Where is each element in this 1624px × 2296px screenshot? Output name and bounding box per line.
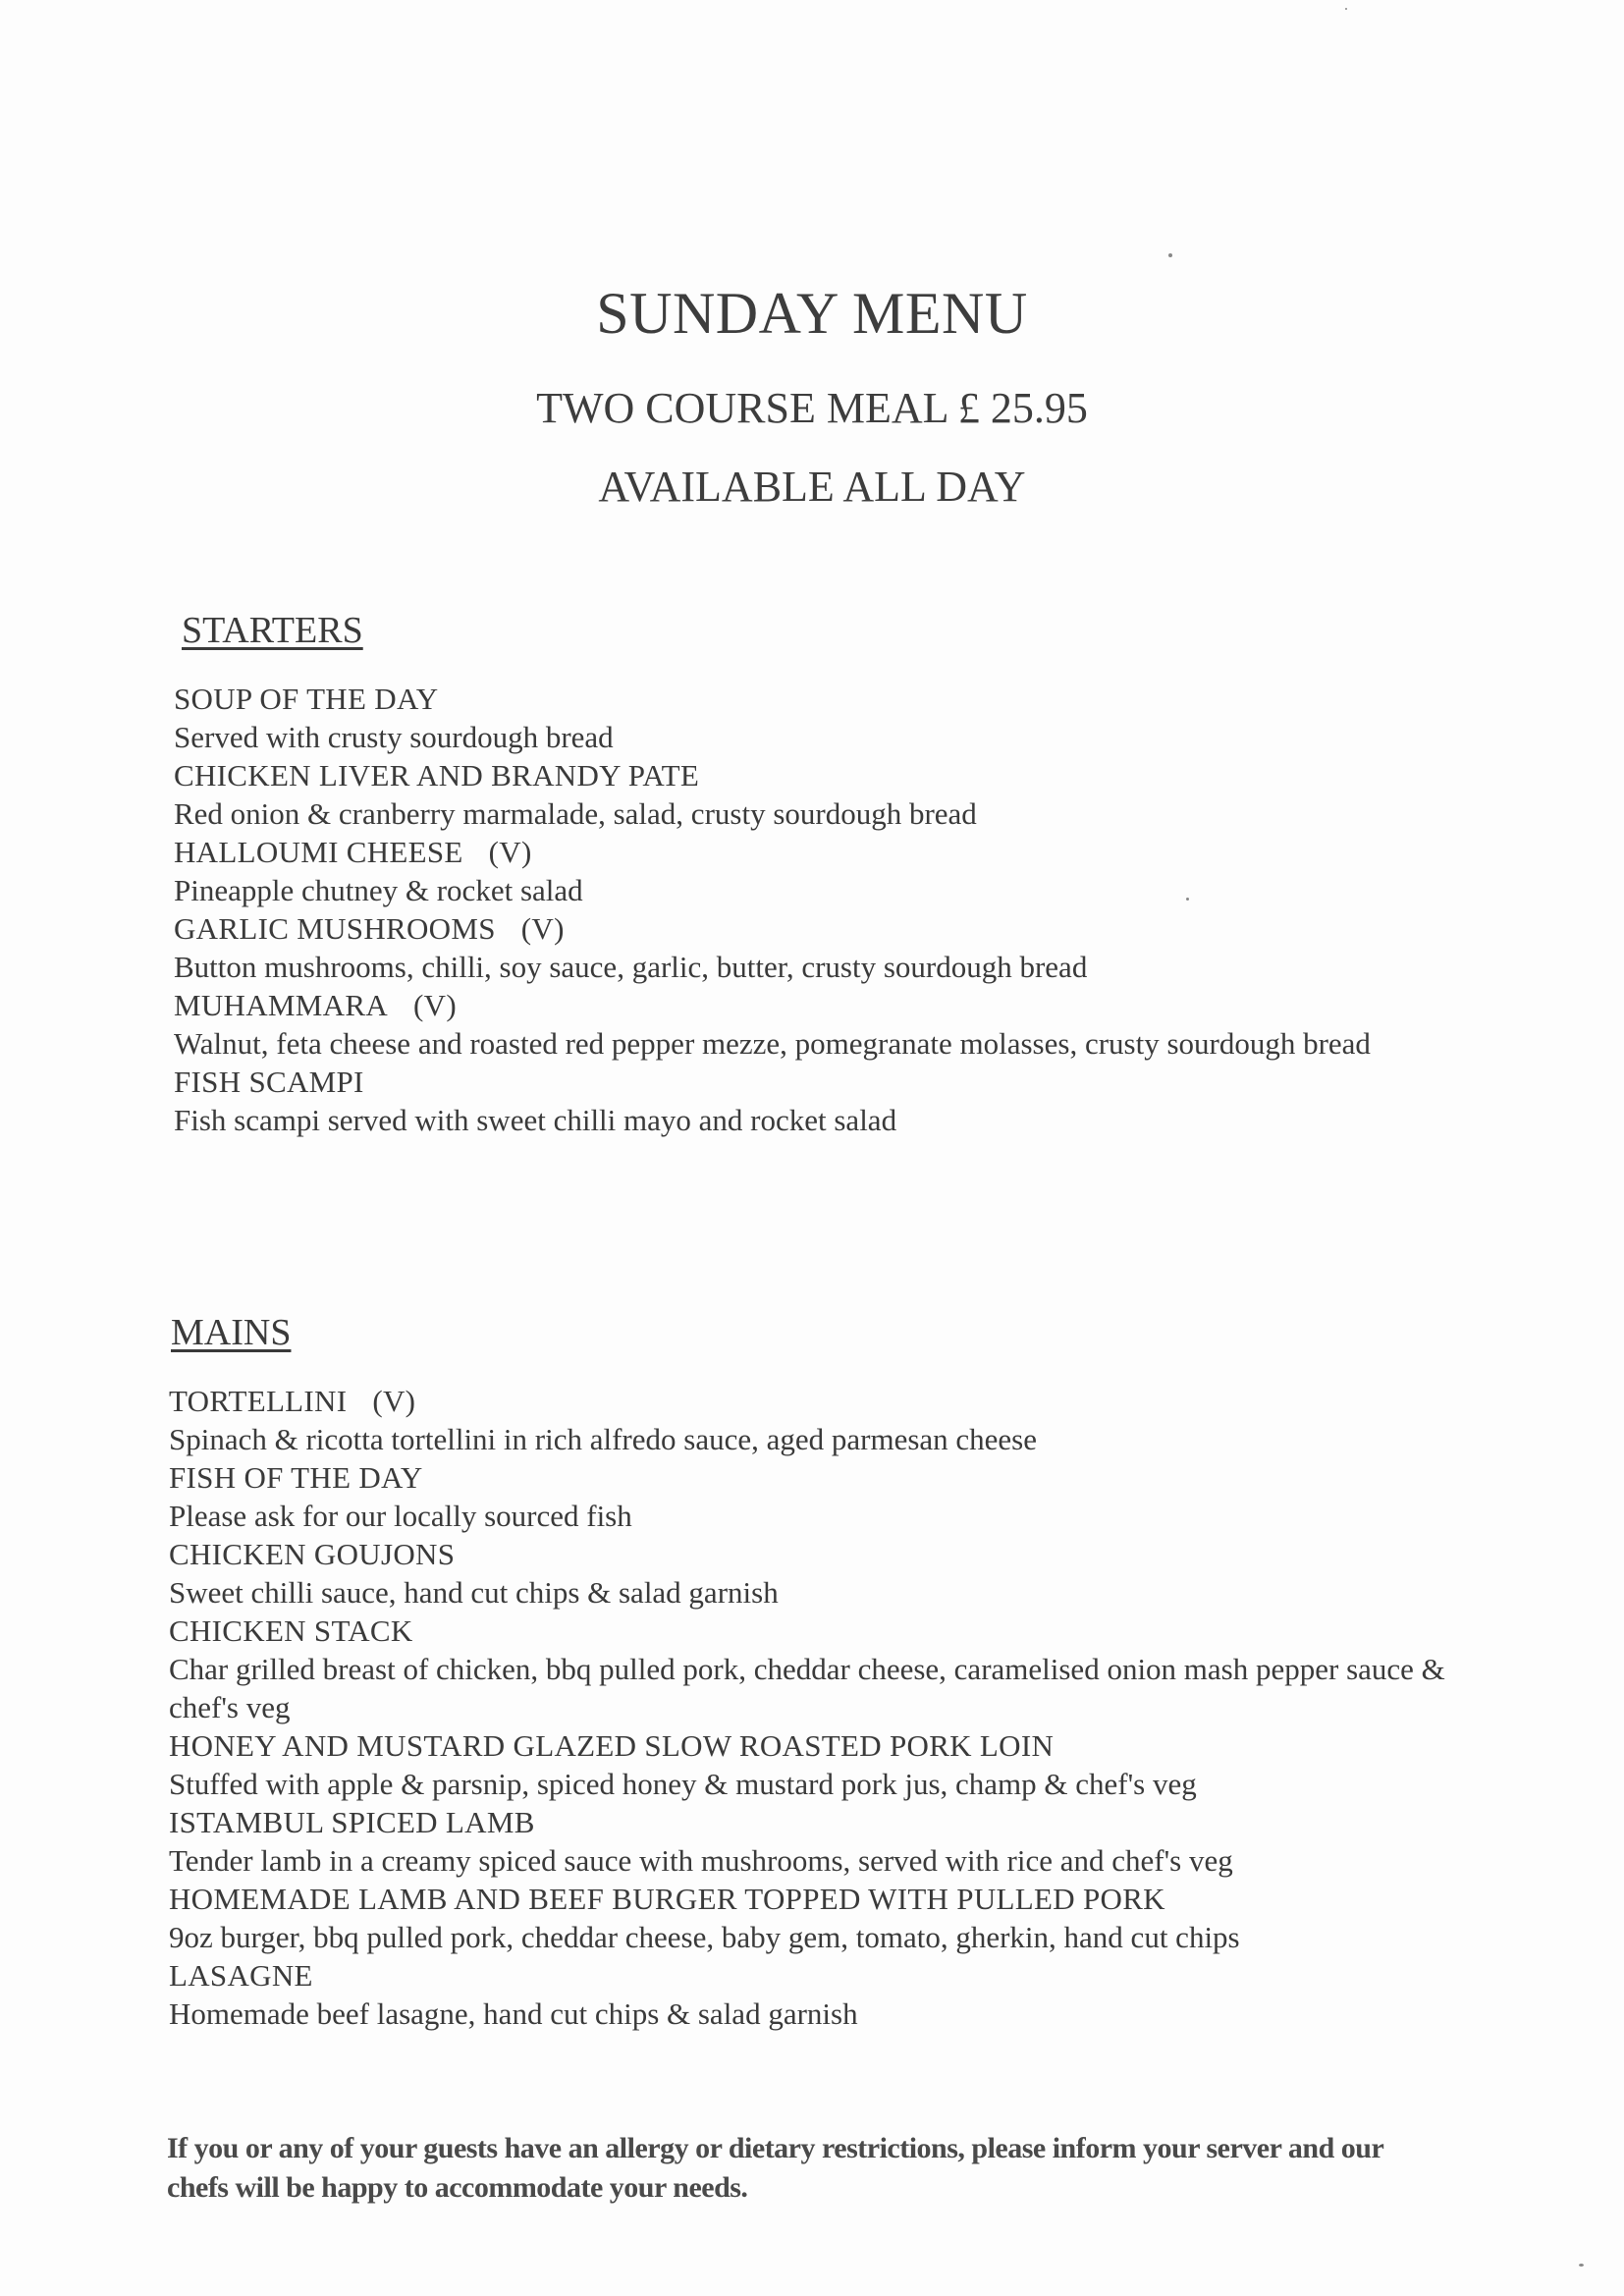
mains-heading: MAINS xyxy=(171,1312,292,1353)
menu-item xyxy=(169,1535,1445,1612)
menu-item-description: 9oz burger, bbq pulled pork, cheddar cheese, baby gem, tomato, gherkin, hand cut chips xyxy=(169,1920,1240,1954)
vegetarian-tag: (V) xyxy=(413,988,457,1022)
menu-item-name xyxy=(174,680,1450,718)
menu-item-name xyxy=(169,1880,1445,1918)
menu-item-name xyxy=(169,1535,1445,1573)
allergy-notice: If you or any of your guests have an allergy or dietary restrictions, please inform your server and our chefs will be happy to accommodate your needs. xyxy=(167,2132,1383,2204)
menu-item-name xyxy=(174,909,1450,948)
menu-item-description: Walnut, feta cheese and roasted red pepper mezze, pomegranate molasses, crusty sourdough bread xyxy=(174,1026,1371,1061)
menu-item xyxy=(169,1803,1445,1880)
menu-item-name xyxy=(169,1382,1445,1420)
menu-item-description: Please ask for our locally sourced fish xyxy=(169,1499,632,1533)
menu-item-title: HONEY AND MUSTARD GLAZED SLOW ROASTED PORK LOIN xyxy=(169,1728,1055,1763)
menu-item-description: Sweet chilli sauce, hand cut chips & salad garnish xyxy=(169,1575,779,1610)
menu-item-name xyxy=(174,1063,1450,1101)
scan-speck xyxy=(1345,8,1347,10)
menu-item-title: HALLOUMI CHEESE xyxy=(174,835,463,869)
scan-speck xyxy=(1186,898,1189,901)
menu-item-description: Button mushrooms, chilli, soy sauce, garlic, butter, crusty sourdough bread xyxy=(174,950,1088,984)
menu-item-description: Pineapple chutney & rocket salad xyxy=(174,873,583,907)
menu-item-name xyxy=(169,1726,1445,1765)
menu-item-name xyxy=(169,1956,1445,1995)
menu-item-description: Stuffed with apple & parsnip, spiced honey & mustard pork jus, champ & chef's veg xyxy=(169,1767,1197,1801)
menu-item xyxy=(174,1063,1450,1139)
menu-item xyxy=(169,1382,1445,1458)
menu-item-description: Char grilled breast of chicken, bbq pulled pork, cheddar cheese, caramelised onion mash pepper sauce & chef's veg xyxy=(169,1652,1445,1724)
menu-item xyxy=(169,1458,1445,1535)
menu-item-title: ISTAMBUL SPICED LAMB xyxy=(169,1805,535,1839)
starters-section xyxy=(174,609,1450,1139)
menu-item-description: Red onion & cranberry marmalade, salad, crusty sourdough bread xyxy=(174,796,977,831)
scan-speck xyxy=(1579,2264,1584,2267)
menu-price-subtitle: TWO COURSE MEAL £ 25.95 xyxy=(536,384,1088,432)
menu-item xyxy=(174,986,1450,1063)
menu-item-name xyxy=(169,1458,1445,1497)
menu-item-name xyxy=(174,756,1450,794)
menu-item-description: Fish scampi served with sweet chilli mayo and rocket salad xyxy=(174,1103,897,1137)
menu-item-title: CHICKEN GOUJONS xyxy=(169,1537,456,1571)
scan-speck xyxy=(1168,253,1172,257)
menu-item-title: CHICKEN LIVER AND BRANDY PATE xyxy=(174,758,700,793)
menu-title: SUNDAY MENU xyxy=(596,281,1028,346)
menu-item-title: MUHAMMARA xyxy=(174,988,389,1022)
menu-item-title: HOMEMADE LAMB AND BEEF BURGER TOPPED WITH PULLED PORK xyxy=(169,1882,1165,1916)
vegetarian-tag: (V) xyxy=(372,1384,416,1418)
menu-item-title: LASAGNE xyxy=(169,1958,313,1993)
menu-item-title: FISH OF THE DAY xyxy=(169,1460,423,1495)
menu-item-name xyxy=(169,1803,1445,1841)
menu-item xyxy=(169,1880,1445,1956)
menu-item xyxy=(169,1956,1445,2033)
starters-heading: STARTERS xyxy=(182,610,363,651)
menu-item-title: SOUP OF THE DAY xyxy=(174,682,439,716)
menu-item-description: Spinach & ricotta tortellini in rich alfredo sauce, aged parmesan cheese xyxy=(169,1422,1037,1456)
menu-item xyxy=(174,756,1450,833)
menu-availability: AVAILABLE ALL DAY xyxy=(598,463,1026,511)
menu-item-description: Served with crusty sourdough bread xyxy=(174,720,614,754)
starters-list xyxy=(174,680,1450,1139)
menu-item-name xyxy=(174,833,1450,871)
menu-item-name xyxy=(174,986,1450,1024)
menu-item-title: CHICKEN STACK xyxy=(169,1613,413,1648)
menu-item-name xyxy=(169,1612,1445,1650)
menu-item-title: FISH SCAMPI xyxy=(174,1065,364,1099)
menu-item-title: GARLIC MUSHROOMS xyxy=(174,911,496,946)
menu-item-description: Homemade beef lasagne, hand cut chips & salad garnish xyxy=(169,1996,858,2031)
menu-item xyxy=(174,909,1450,986)
menu-item-title: TORTELLINI xyxy=(169,1384,348,1418)
vegetarian-tag: (V) xyxy=(520,911,565,946)
menu-item-description: Tender lamb in a creamy spiced sauce with mushrooms, served with rice and chef's veg xyxy=(169,1843,1233,1878)
menu-item xyxy=(174,680,1450,756)
menu-item xyxy=(174,833,1450,909)
menu-item xyxy=(169,1612,1445,1726)
mains-section xyxy=(169,1311,1445,2033)
vegetarian-tag: (V) xyxy=(488,835,532,869)
mains-list xyxy=(169,1382,1445,2033)
menu-item xyxy=(169,1726,1445,1803)
